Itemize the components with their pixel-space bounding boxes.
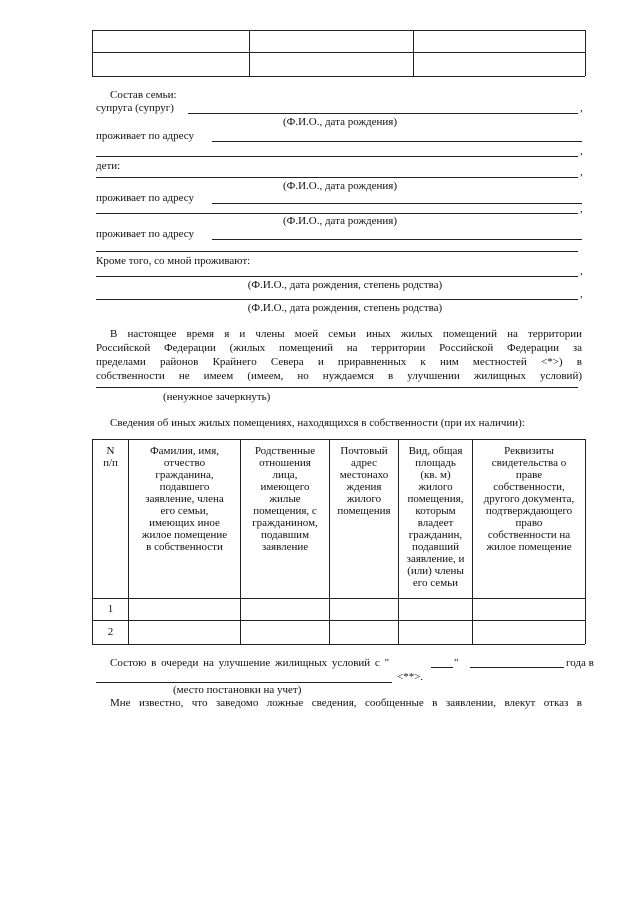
child-2-address-label: проживает по адресу — [96, 228, 194, 240]
comma: , — [580, 288, 583, 300]
child-1-address-line-1[interactable] — [212, 203, 582, 204]
other-housing-intro: Сведения об иных жилых помещениях, находящихся в собственности (при их наличии): — [110, 417, 525, 429]
col-header-area: Вид, общая площадь (кв. м) жилого помещения, которым владеет гражданин, подавший заявление, и (или) члены его семьи — [406, 445, 465, 589]
comma: , — [580, 145, 583, 157]
col-header-relationship: Родственные отношения лица, имеющего жилые помещения, с гражданином, подавшим заявление — [252, 445, 318, 553]
col-header-number: N п/п — [103, 445, 118, 469]
statement-fill-line[interactable] — [96, 387, 578, 388]
child-2-address-line-1[interactable] — [212, 239, 582, 240]
statement-line-1: В настоящее время я и члены моей семьи иных жилых помещений на территории — [110, 328, 582, 340]
family-heading: Состав семьи: — [110, 89, 177, 101]
child-2-address-line-2[interactable] — [96, 251, 578, 252]
queue-footnote-ref: <**>. — [397, 671, 424, 683]
queue-place-caption: (место постановки на учет) — [173, 684, 302, 696]
col-header-document: Реквизиты свидетельства о праве собственности, другого документа, подтверждающего право собственности на жилое помещение — [483, 445, 575, 553]
spouse-address-line-1[interactable] — [212, 141, 582, 142]
spouse-address-label: проживает по адресу — [96, 130, 194, 142]
queue-month-line[interactable] — [470, 667, 564, 668]
statement-line-2: Российской Федерации (жилых помещений на территории Российской Федерации за — [96, 342, 582, 354]
queue-place-line[interactable] — [96, 682, 392, 683]
statement-line-3: пределами районов Крайнего Севера и приравненных к ним местностей <*>) в — [96, 356, 582, 368]
comma: , — [580, 203, 583, 215]
also-living-caption-2: (Ф.И.О., дата рождения, степень родства) — [247, 302, 443, 314]
spouse-address-line-2[interactable] — [96, 156, 578, 157]
col-header-full-name: Фамилия, имя, отчество гражданина, подавшего заявление, члена его семьи, имеющих иное жилое помещение в собственности — [141, 445, 228, 553]
queue-day-line[interactable] — [431, 667, 453, 668]
spouse-fill-line[interactable] — [188, 113, 578, 114]
comma: , — [580, 166, 583, 178]
child-1-caption: (Ф.И.О., дата рождения) — [282, 180, 398, 192]
queue-quote: " — [454, 657, 459, 669]
spouse-caption: (Ф.И.О., дата рождения) — [282, 116, 398, 128]
table-row-number: 1 — [107, 603, 114, 615]
also-living-line-1[interactable] — [96, 276, 578, 277]
child-1-fill-line[interactable] — [96, 177, 578, 178]
children-label: дети: — [96, 160, 121, 172]
also-living-caption-1: (Ф.И.О., дата рождения, степень родства) — [247, 279, 443, 291]
also-living-label: Кроме того, со мной проживают: — [96, 255, 251, 267]
col-header-address: Почтовый адрес местонахо ждения жилого помещения — [337, 445, 391, 517]
statement-line-4: собственности не имеем (имеем, но нуждаемся в улучшении жилищных условий) — [96, 370, 582, 382]
comma: , — [580, 265, 583, 277]
child-1-address-line-2[interactable] — [96, 213, 578, 214]
spouse-label: супруга (супруг) — [96, 102, 174, 114]
queue-year-suffix: года в — [566, 657, 594, 669]
table-row-number: 2 — [107, 626, 114, 638]
child-2-caption: (Ф.И.О., дата рождения) — [282, 215, 398, 227]
also-living-line-2[interactable] — [96, 299, 578, 300]
child-1-address-label: проживает по адресу — [96, 192, 194, 204]
warning-line-1: Мне известно, что заведомо ложные сведения, сообщенные в заявлении, влекут отказ в — [110, 697, 582, 709]
queue-line-start: Состою в очереди на улучшение жилищных условий с " — [110, 657, 390, 669]
strike-note: (ненужное зачеркнуть) — [163, 391, 271, 403]
comma: , — [580, 102, 583, 114]
